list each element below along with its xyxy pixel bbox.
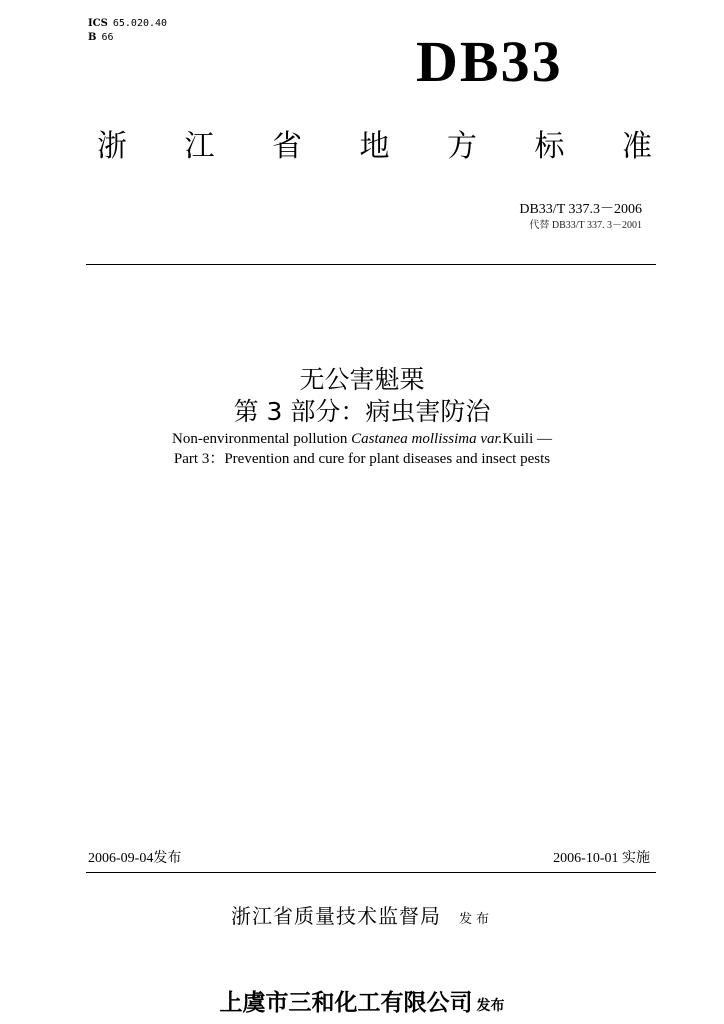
- replaces-standard: 代替 DB33/T 337. 3－2001: [529, 220, 642, 231]
- title-cn-part: 第 3 部分：病虫害防治: [233, 397, 491, 426]
- classification-code-line: [88, 32, 114, 44]
- issue-label: 发布: [153, 850, 182, 866]
- secondary-issuer-name: 上虞市三和化工有限公司: [219, 990, 473, 1016]
- title-en-line2: Part 3：Prevention and cure for plant diseases and insect pests: [173, 451, 551, 467]
- standard-type-char: 准: [622, 129, 652, 164]
- standard-type-char: 江: [184, 129, 215, 164]
- title-en-line1: [0, 430, 724, 448]
- ics-code: 65.020.40: [112, 18, 168, 29]
- issue-date: 2006-09-04: [88, 851, 154, 866]
- standard-type-char: 地: [359, 129, 390, 164]
- ics-label: ICS: [88, 18, 108, 29]
- title-en-post: Kuili —: [502, 431, 552, 447]
- title-cn-main: 无公害魁栗: [299, 365, 425, 394]
- title-en-species: Castanea mollissima var.: [351, 431, 503, 447]
- standard-type-char: 浙: [97, 129, 127, 164]
- db-code-heading: DB33: [416, 29, 563, 94]
- standard-type-char: 省: [272, 129, 302, 164]
- standard-number: DB33/T 337.3－2006: [519, 202, 642, 217]
- issue-date-line: [88, 850, 181, 867]
- primary-issuer-suffix: 发布: [458, 912, 493, 927]
- standard-type-char: 方: [447, 129, 477, 164]
- implement-label: 实施: [622, 850, 650, 866]
- title-en-pre: Non-environmental pollution: [172, 431, 352, 447]
- ics-code-line: [88, 18, 167, 30]
- class-code: 66: [101, 32, 114, 43]
- primary-issuer-name: 浙江省质量技术监督局: [230, 904, 441, 928]
- secondary-issuer-suffix: 发布: [476, 998, 505, 1014]
- class-label: B: [88, 32, 97, 43]
- implement-date: 2006-10-01: [553, 851, 619, 866]
- standard-type-heading: [97, 128, 652, 166]
- top-divider: [86, 264, 656, 265]
- standard-type-char: 标: [534, 129, 565, 164]
- primary-issuer: [0, 903, 724, 933]
- implement-date-line: [553, 850, 650, 867]
- bottom-divider: [86, 872, 656, 873]
- secondary-issuer: [0, 988, 724, 1021]
